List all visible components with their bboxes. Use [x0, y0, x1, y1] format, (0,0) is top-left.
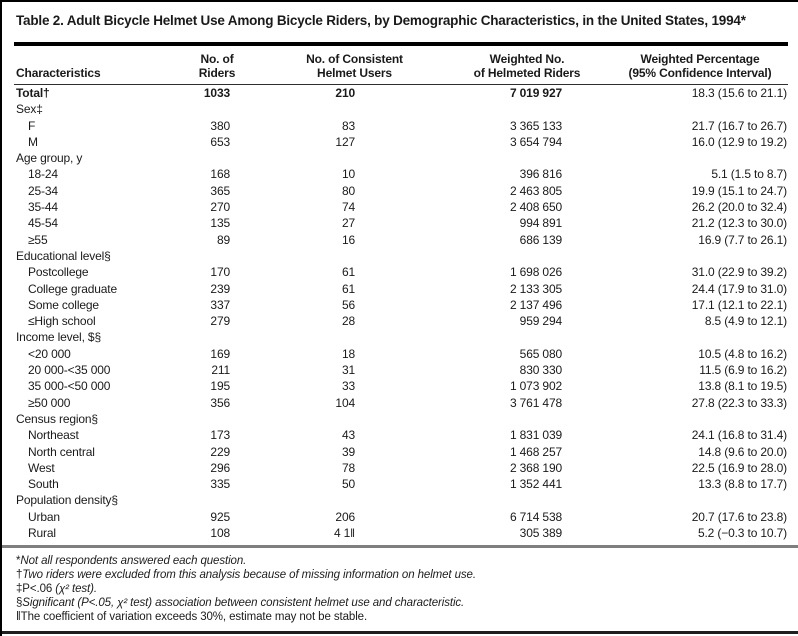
weighted-no-cell: 830 330 [519, 363, 562, 378]
weighted-no-cell: 2 408 650 [509, 200, 562, 215]
characteristic-cell: Northeast [28, 428, 79, 443]
footnote-text: ‖The coefficient of variation exceeds 30%, estimate may not be stable. [16, 610, 368, 623]
characteristic-cell: <20 000 [28, 346, 71, 361]
weighted-pct-cell [612, 248, 788, 264]
col-header-line: No. of Consistent [306, 52, 403, 66]
weighted-pct-cell: 21.7 (16.7 to 26.7) [691, 118, 787, 133]
characteristic-cell: North central [28, 444, 95, 459]
weighted-pct-cell: 13.8 (8.1 to 19.5) [698, 379, 787, 394]
weighted-no-cell: 1 352 441 [509, 477, 562, 492]
riders-cell: 173 [210, 428, 230, 443]
characteristic-cell: Income level, $§ [16, 330, 101, 345]
weighted-no-cell: 396 816 [519, 167, 562, 182]
helmet-users-cell: 28 [341, 314, 355, 329]
table-body [14, 85, 788, 542]
riders-cell: 169 [210, 346, 230, 361]
weighted-no-cell [442, 150, 612, 166]
weighted-no-cell: 305 389 [519, 526, 562, 541]
footnote-line [16, 583, 788, 597]
characteristic-cell: M [28, 134, 38, 149]
weighted-no-cell: 2 368 190 [509, 460, 562, 475]
riders-cell [167, 411, 267, 427]
weighted-no-cell: 3 654 794 [509, 134, 562, 149]
weighted-pct-cell: 10.5 (4.8 to 16.2) [698, 346, 787, 361]
riders-cell: 108 [210, 526, 230, 541]
riders-cell: 279 [210, 314, 230, 329]
weighted-pct-cell: 5.2 (−0.3 to 10.7) [697, 526, 787, 541]
footnote-line [16, 597, 788, 611]
weighted-no-cell: 1 831 039 [509, 428, 562, 443]
weighted-no-cell [442, 492, 612, 508]
footnote-line [16, 555, 788, 569]
footnotes [16, 555, 788, 625]
helmet-users-cell: 56 [341, 297, 355, 312]
weighted-pct-cell: 13.3 (8.8 to 17.7) [698, 477, 787, 492]
characteristic-cell: Sex‡ [16, 102, 43, 117]
helmet-users-cell: 4 1‖ [333, 526, 355, 541]
riders-cell: 229 [210, 444, 230, 459]
col-header-line: Riders [198, 65, 236, 80]
helmet-users-cell [267, 248, 442, 264]
helmet-users-cell [267, 150, 442, 166]
group-row [14, 150, 788, 166]
weighted-pct-cell [612, 101, 788, 117]
riders-cell: 211 [211, 363, 230, 378]
weighted-no-cell [442, 411, 612, 427]
riders-cell: 380 [210, 118, 230, 133]
characteristic-cell: Educational level§ [16, 248, 111, 263]
riders-cell: 170 [210, 265, 230, 280]
weighted-no-cell: 3 761 478 [509, 395, 562, 410]
group-row [14, 248, 788, 264]
weighted-pct-cell [612, 411, 788, 427]
table-row [14, 215, 788, 231]
helmet-users-cell: 33 [341, 379, 355, 394]
footnote-divider-rule [2, 545, 798, 548]
weighted-pct-cell: 16.0 (12.9 to 19.2) [691, 134, 787, 149]
weighted-no-cell: 2 463 805 [509, 183, 562, 198]
riders-cell [167, 150, 267, 166]
characteristic-cell: College graduate [28, 281, 118, 296]
helmet-users-cell: 43 [341, 428, 355, 443]
group-row [14, 101, 788, 117]
helmet-users-cell: 61 [341, 265, 355, 280]
helmet-users-cell: 206 [335, 509, 355, 524]
table-row [14, 297, 788, 313]
bottom-rule [2, 631, 798, 634]
footnote-text: Not all respondents answered each question. [20, 555, 247, 567]
table-row [14, 395, 788, 411]
riders-cell: 925 [210, 509, 230, 524]
footnote-line [16, 611, 788, 625]
col-header-line: (95% Confidence Interval) [628, 65, 772, 80]
characteristic-cell: Rural [28, 526, 56, 541]
col-header-line: Helmet Users [317, 65, 392, 80]
col-header-riders [167, 44, 267, 85]
riders-cell [167, 101, 267, 117]
weighted-no-cell: 959 294 [519, 314, 562, 329]
weighted-pct-cell: 8.5 (4.9 to 12.1) [704, 314, 787, 329]
footnote-line [16, 569, 788, 583]
footnote-text: * [16, 555, 21, 567]
weighted-no-cell: 7 019 927 [509, 86, 562, 100]
riders-cell: 335 [210, 477, 230, 492]
helmet-users-cell: 78 [341, 460, 355, 475]
table-row [14, 118, 788, 134]
weighted-pct-cell [612, 492, 788, 508]
helmet-users-cell: 104 [335, 395, 355, 410]
col-header-weighted-pct [612, 44, 788, 85]
helmet-users-cell: 74 [341, 200, 355, 215]
table-row [14, 313, 788, 329]
table-header [14, 44, 788, 85]
helmet-users-cell: 61 [341, 281, 355, 296]
table-row [14, 444, 788, 460]
table-row [14, 232, 788, 248]
riders-cell: 168 [210, 167, 230, 182]
weighted-pct-cell [612, 329, 788, 345]
helmet-users-cell: 16 [341, 232, 355, 247]
riders-cell: 270 [210, 200, 230, 215]
weighted-no-cell: 2 133 305 [509, 281, 562, 296]
riders-cell [167, 248, 267, 264]
characteristic-cell: South [28, 477, 59, 492]
weighted-pct-cell: 24.4 (17.9 to 31.0) [691, 281, 787, 296]
weighted-pct-cell: 18.3 (15.6 to 21.1) [691, 86, 787, 100]
helmet-users-cell: 39 [341, 444, 355, 459]
characteristic-cell: F [28, 118, 36, 133]
group-row [14, 492, 788, 508]
characteristic-cell: 20 000-<35 000 [28, 363, 111, 378]
weighted-no-cell: 6 714 538 [509, 509, 562, 524]
footnote-text: † [16, 568, 23, 581]
weighted-pct-cell: 14.8 (9.6 to 20.0) [698, 444, 787, 459]
riders-cell: 356 [210, 395, 230, 410]
col-header-helmet-users [267, 44, 442, 85]
col-header-line: Weighted No. [489, 52, 565, 66]
table-row [14, 85, 788, 102]
characteristic-cell: Age group, y [16, 151, 83, 166]
weighted-no-cell [442, 329, 612, 345]
weighted-no-cell [442, 101, 612, 117]
data-table [14, 42, 788, 541]
characteristic-cell: Postcollege [28, 265, 89, 280]
weighted-pct-cell: 20.7 (17.6 to 23.8) [691, 509, 787, 524]
riders-cell: 337 [210, 297, 230, 312]
riders-cell: 1033 [203, 86, 230, 100]
weighted-no-cell: 1 073 902 [509, 379, 562, 394]
helmet-users-cell [267, 411, 442, 427]
weighted-no-cell: 565 080 [519, 346, 562, 361]
weighted-no-cell: 1 698 026 [509, 265, 562, 280]
footnote-text: § [16, 596, 23, 609]
weighted-pct-cell: 26.2 (20.0 to 32.4) [691, 200, 787, 215]
weighted-pct-cell: 19.9 (15.1 to 24.7) [691, 183, 787, 198]
helmet-users-cell: 31 [341, 363, 355, 378]
table-row [14, 166, 788, 182]
characteristic-cell: 35 000-<50 000 [28, 379, 111, 394]
footnote-text: (χ² test). [55, 582, 97, 595]
weighted-pct-cell: 5.1 (1.5 to 8.7) [711, 167, 787, 182]
riders-cell: 89 [216, 232, 230, 247]
characteristic-cell: 45-54 [28, 216, 58, 231]
helmet-users-cell: 50 [341, 477, 355, 492]
weighted-pct-cell: 31.0 (22.9 to 39.2) [691, 265, 787, 280]
helmet-users-cell [267, 101, 442, 117]
table-row [14, 264, 788, 280]
characteristic-cell: Total† [16, 86, 50, 100]
col-header-line: Weighted Percentage [640, 52, 760, 66]
weighted-pct-cell: 22.5 (16.9 to 28.0) [691, 460, 787, 475]
riders-cell: 135 [210, 216, 230, 231]
weighted-pct-cell: 17.1 (12.1 to 22.1) [691, 297, 787, 312]
col-header-weighted-no [442, 44, 612, 85]
characteristic-cell: Census region§ [16, 411, 98, 426]
helmet-users-cell: 127 [335, 134, 355, 149]
table-row [14, 476, 788, 492]
characteristic-cell: Some college [28, 297, 99, 312]
helmet-users-cell: 83 [341, 118, 355, 133]
table-row [14, 362, 788, 378]
characteristic-cell: 35-44 [28, 200, 58, 215]
footnote-text: Two riders were excluded from this analysis because of missing information on helmet use. [22, 568, 476, 581]
helmet-users-cell [267, 329, 442, 345]
characteristic-cell: 18-24 [28, 167, 58, 182]
helmet-users-cell: 18 [341, 346, 355, 361]
riders-cell: 195 [210, 379, 230, 394]
weighted-pct-cell: 16.9 (7.7 to 26.1) [698, 232, 787, 247]
table-row [14, 378, 788, 394]
table-row [14, 134, 788, 150]
weighted-pct-cell: 21.2 (12.3 to 30.0) [691, 216, 787, 231]
helmet-users-cell: 210 [335, 86, 355, 100]
characteristic-cell: ≥55 [28, 232, 48, 247]
weighted-no-cell: 686 139 [519, 232, 562, 247]
table-row [14, 183, 788, 199]
weighted-pct-cell: 11.5 (6.9 to 16.2) [699, 363, 787, 378]
helmet-users-cell: 10 [341, 167, 355, 182]
weighted-no-cell: 994 891 [519, 216, 562, 231]
table-title: Table 2. Adult Bicycle Helmet Use Among Bicycle Riders, by Demographic Characteristics, in the United States, 1994* [16, 13, 746, 28]
riders-cell: 653 [210, 134, 230, 149]
characteristic-cell: Urban [28, 509, 60, 524]
footnote-text: ‡P<.06 [16, 582, 56, 595]
table-row [14, 346, 788, 362]
table-row [14, 525, 788, 541]
characteristic-cell: West [28, 460, 55, 475]
weighted-no-cell [442, 248, 612, 264]
riders-cell [167, 329, 267, 345]
characteristic-cell: Population density§ [16, 493, 118, 508]
footnote-text: Significant (P<.05, χ² test) association between consistent helmet use and characteristic. [22, 596, 465, 609]
helmet-users-cell [267, 492, 442, 508]
weighted-no-cell: 3 365 133 [509, 118, 562, 133]
characteristic-cell: ≥50 000 [28, 395, 71, 410]
col-header-line: Characteristics [16, 65, 101, 80]
table-row [14, 427, 788, 443]
table-row [14, 199, 788, 215]
col-header-line: of Helmeted Riders [473, 65, 581, 80]
helmet-users-cell: 80 [341, 183, 355, 198]
weighted-pct-cell: 27.8 (22.3 to 33.3) [691, 395, 787, 410]
characteristic-cell: 25-34 [28, 183, 58, 198]
characteristic-cell: ≤High school [28, 314, 96, 329]
helmet-users-cell: 27 [341, 216, 355, 231]
riders-cell: 365 [210, 183, 230, 198]
table-row [14, 460, 788, 476]
table-row [14, 281, 788, 297]
weighted-pct-cell [612, 150, 788, 166]
weighted-no-cell: 1 468 257 [509, 444, 562, 459]
riders-cell: 239 [210, 281, 230, 296]
col-header-line: No. of [200, 52, 234, 66]
table-row [14, 509, 788, 525]
group-row [14, 329, 788, 345]
riders-cell [167, 492, 267, 508]
col-header-characteristics [14, 44, 167, 85]
riders-cell: 296 [210, 460, 230, 475]
weighted-no-cell: 2 137 496 [509, 297, 562, 312]
group-row [14, 411, 788, 427]
header-row [14, 44, 788, 85]
weighted-pct-cell: 24.1 (16.8 to 31.4) [691, 428, 787, 443]
